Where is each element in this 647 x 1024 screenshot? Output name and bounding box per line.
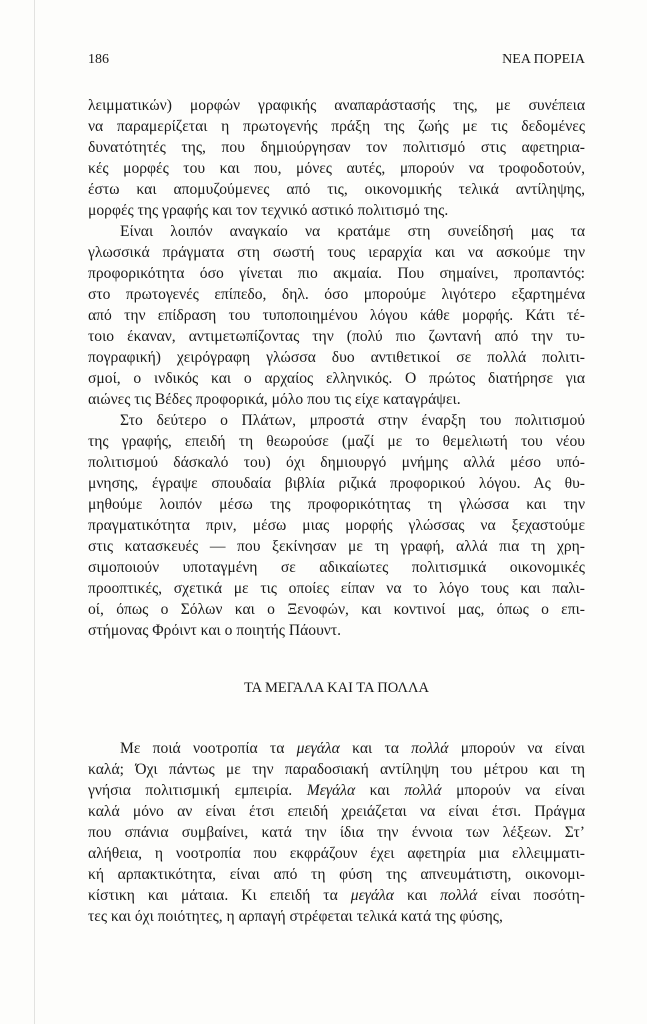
text-line: προφορικότητα όσο γίνεται πιο ακμαία. Που σημαίνει, προπαντός: xyxy=(88,265,585,282)
paragraph xyxy=(88,221,585,410)
text-line xyxy=(88,780,585,801)
text-segment: γνήσια πολιτισμική εμπειρία. xyxy=(88,782,307,799)
text-line: να παραμερίζεται η πρωτογενής πράξη της ζωής με τις δεδομένες xyxy=(88,118,585,135)
text-line xyxy=(88,843,585,864)
text-line: οί, όπως ο Σόλων και ο Ξενοφών, και κοντινοί μας, όπως ο επι- xyxy=(88,601,585,618)
text-segment: μπορούν να είναι xyxy=(441,782,585,799)
text-line: σμοί, ο ινδικός και ο αρχαίος ελληνικός. Ο πρώτος διατήρησε για xyxy=(88,370,585,387)
text-segment: κίστικη και μάταια. Κι επειδή τα xyxy=(88,887,351,904)
text-line: τοιο έκαναν, αντιμετωπίζοντας την (πολύ πιο ζωντανή από την τυ- xyxy=(88,328,585,345)
italic-term: πολλά xyxy=(411,740,449,757)
text-segment: και xyxy=(394,887,441,904)
text-line: δυνατότητές της, που δημιούργησαν τον πολιτισμό στις αφετηρια- xyxy=(88,139,585,156)
italic-term: Μεγάλα xyxy=(306,782,356,799)
text-segment: αλήθεια, η νοοτροπία που εκφράζουν έχει αφετηρία μια ελλειμματι- xyxy=(88,845,585,862)
running-title: ΝΕΑ ΠΟΡΕΙΑ xyxy=(502,52,585,67)
text-line: σιμοποιούν υποταγμένη σε αδικαίωτες πολιτισμικά οικονομικές xyxy=(88,559,585,576)
text-line: μνησης, έγραψε σπουδαία βιβλία ριζικά προφορικού λόγου. Ας θυ- xyxy=(88,475,585,492)
text-line: πολιτισμού δάσκαλό του) όχι δημιουργό μνήμης αλλά μέσο υπό- xyxy=(88,454,585,471)
text-segment: που σπάνια συμβαίνει, κατά την ίδια την έννοια των λέξεων. Στ’ xyxy=(88,824,585,841)
text-line: αιώνες τις Βέδες προφορικά, μόλο που τις είχε καταγράψει. xyxy=(88,391,461,408)
body-text-top xyxy=(88,95,585,641)
text-segment: Με ποιά νοοτροπία τα xyxy=(120,740,297,757)
italic-term: πολλά xyxy=(440,887,478,904)
paragraph xyxy=(88,95,585,221)
text-line xyxy=(88,906,585,927)
text-line: στο πρωτογενές επίπεδο, δηλ. όσο μπορούμε λιγότερο εξαρτημένα xyxy=(88,286,585,303)
text-line: κές μορφές του και που, μόνες αυτές, μπορούν να τροφοδοτούν, xyxy=(88,160,585,177)
text-line: στήμονας Φρόιντ και ο ποιητής Πάουντ. xyxy=(88,622,342,639)
text-segment: καλά; Όχι πάντως με την παραδοσιακή αντίληψη του μέτρου και τη xyxy=(88,761,585,778)
text-line: έστω και απομυζούμενες από τις, οικονομικής τελικά αντίληψης, xyxy=(88,181,585,198)
text-line: από την επίδραση του τυποποιημένου λόγου κάθε μορφής. Κάτι τέ- xyxy=(88,307,585,324)
text-line: προοπτικές, σχετικά με τις οποίες είπαν να το λόγο τους και παλι- xyxy=(88,580,585,597)
text-segment: και τα xyxy=(339,740,412,757)
text-line: μορφές της γραφής και τον τεχνικό αστικό πολιτισμό της. xyxy=(88,202,449,219)
text-line xyxy=(88,885,585,906)
paragraph xyxy=(88,410,585,641)
text-segment: τες και όχι ποιότητες, η αρπαγή στρέφεται τελικά κατά της φύσης, xyxy=(88,908,503,925)
text-segment: μπορούν να είναι xyxy=(448,740,585,757)
text-line: λειμματικών) μορφών γραφικής αναπαράστασής της, με συνέπεια xyxy=(88,97,585,114)
text-line: γλωσσικά πράγματα στη σωστή τους ιεραρχία και να ασκούμε την xyxy=(88,244,585,261)
running-header xyxy=(88,52,585,68)
text-line xyxy=(88,801,585,822)
page-number: 186 xyxy=(88,52,109,67)
text-line xyxy=(88,759,585,780)
text-segment: κή αρπακτικότητα, είναι από τη φύση της απνευμάτιστη, οικονομι- xyxy=(88,866,585,883)
text-line: πογραφική) χειρόγραφη γλώσσα δυο αντιθετικοί σε πολλά πολιτι- xyxy=(88,349,585,366)
section-heading: ΤΑ ΜΕΓΑΛΑ ΚΑΙ ΤΑ ΠΟΛΛΑ xyxy=(243,680,430,696)
body-text-bottom xyxy=(88,738,585,927)
text-line xyxy=(88,822,585,843)
text-line: στις κατασκευές — που ξεκίνησαν με τη γραφή, αλλά πια τη χρη- xyxy=(88,538,585,555)
text-line: πραγματικότητα πριν, μέσω μιας μορφής γλώσσας να ξεχαστούμε xyxy=(88,517,585,534)
scan-edge xyxy=(34,0,35,1024)
italic-term: μεγάλα xyxy=(296,740,340,757)
text-line: της γραφής, επειδή τη θεωρούσε (μαζί με το θεμελιωτή του νέου xyxy=(88,433,585,450)
text-segment: καλά μόνο αν είναι έτσι επειδή χρειάζεται να είναι έτσι. Πράγμα xyxy=(88,803,585,820)
text-segment: είναι ποσότη- xyxy=(477,887,585,904)
text-line: Είναι λοιπόν αναγκαίο να κρατάμε στη συνείδησή μας τα xyxy=(120,223,585,240)
text-line xyxy=(88,864,585,885)
italic-term: πολλά xyxy=(404,782,442,799)
text-segment: και xyxy=(355,782,405,799)
italic-term: μεγάλα xyxy=(350,887,394,904)
text-line xyxy=(88,738,585,759)
text-line: Στο δεύτερο ο Πλάτων, μπροστά στην έναρξη του πολιτισμού xyxy=(120,412,585,429)
text-line: μηθούμε λοιπόν μέσω της προφορικότητας τη γλώσσα και την xyxy=(88,496,585,513)
paragraph xyxy=(88,738,585,927)
